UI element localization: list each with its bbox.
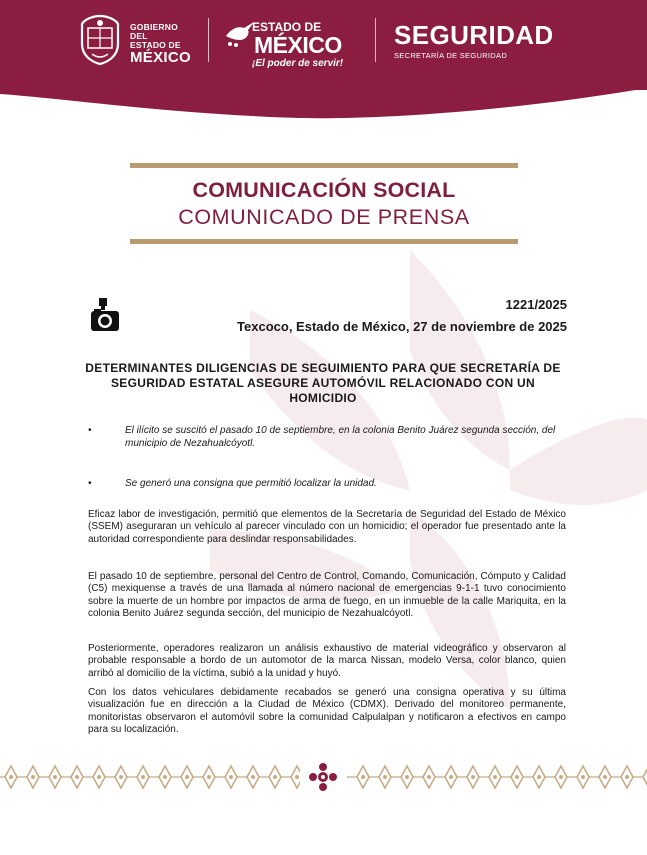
seg-title: SEGURIDAD [394, 20, 554, 50]
edo-small: ESTADO DE [252, 20, 322, 34]
footer-center-flower [309, 763, 337, 791]
header-divider [208, 18, 209, 62]
gobierno-logo [78, 14, 198, 68]
bullet-text: El ilícito se suscitó el pasado 10 de septiembre, en la colonia Benito Juárez segunda sección, del municipio de Nezahualcóyotl. [125, 425, 556, 449]
header-divider [375, 18, 376, 62]
title-line2: COMUNICADO DE PRENSA [178, 205, 470, 229]
title-rule-bottom [130, 239, 518, 244]
header-banner [0, 0, 647, 90]
camera-icon [90, 297, 120, 333]
bullet-marker: • [88, 478, 92, 489]
body-paragraph: El pasado 10 de septiembre, personal del Centro de Control, Comando, Comunicación, Cómputo y Calidad (C5) mexiquense a través de una llamada al número nacional de emergencias 9-1-1 tuvo conocimiento sobre la muerte de un hombre por impactos de arma de fuego, en un inmueble de la calle Mariquita, en la colonia Benito Juárez segunda sección, del municipio de Nezahualcóyotl. [88, 571, 566, 619]
title-line1: COMUNICACIÓN SOCIAL [192, 178, 456, 202]
estado-logo [222, 10, 362, 74]
footer-ornament [0, 760, 647, 794]
headline: DETERMINANTES DILIGENCIAS DE SEGUIMIENTO PARA QUE SECRETARÍA DE SEGURIDAD ESTATAL ASEGURE AUTOMÓVIL RELACIONADO CON UN HOMICIDIO [85, 361, 561, 405]
edo-big: MÉXICO [254, 32, 342, 58]
gov-line3: MÉXICO [130, 48, 191, 66]
body-paragraph: Eficaz labor de investigación, permitió que elementos de la Secretaría de Seguridad del Estado de México (SSEM) aseguraran un vehículo al parecer vinculado con un homicidio; el operador fue presentado ante la autoridad correspondiente para deslindar responsabilidades. [88, 509, 566, 545]
folio-number: 1221/2025 [505, 297, 567, 312]
coat-of-arms-icon [78, 14, 122, 66]
body-paragraph: Posteriormente, operadores realizaron un análisis exhaustivo de material videográfico y observaron al probable responsable a bordo de un automotor de la marca Nissan, modelo Versa, color blanco, quien arribó al domicilio de la víctima, subió a la unidad y huyó. [88, 643, 566, 679]
edo-slogan: ¡El poder de servir! [252, 58, 344, 69]
title-block [130, 163, 518, 244]
gov-line2: ESTADO DE [130, 39, 181, 50]
seg-subtitle: SECRETARÍA DE SEGURIDAD [394, 51, 508, 60]
title-rule-top [130, 163, 518, 168]
header-curve [0, 84, 647, 124]
bullet-text: Se generó una consigna que permitió localizar la unidad. [125, 478, 377, 489]
body-paragraph: Con los datos vehiculares debidamente recabados se generó una consigna operativa y su última visualización fue en dirección a la Ciudad de México (CDMX). Derivado del monitoreo permanente, monitoristas observaron el automóvil sobre la comunidad Calpulalpan y notificaron a efectivos en campo para su localización. [88, 687, 566, 735]
place-date: Texcoco, Estado de México, 27 de noviembre de 2025 [237, 319, 567, 334]
bullet-marker: • [88, 425, 92, 436]
gov-line1: GOBIERNO DEL [130, 22, 178, 41]
seguridad-logo [394, 22, 554, 60]
